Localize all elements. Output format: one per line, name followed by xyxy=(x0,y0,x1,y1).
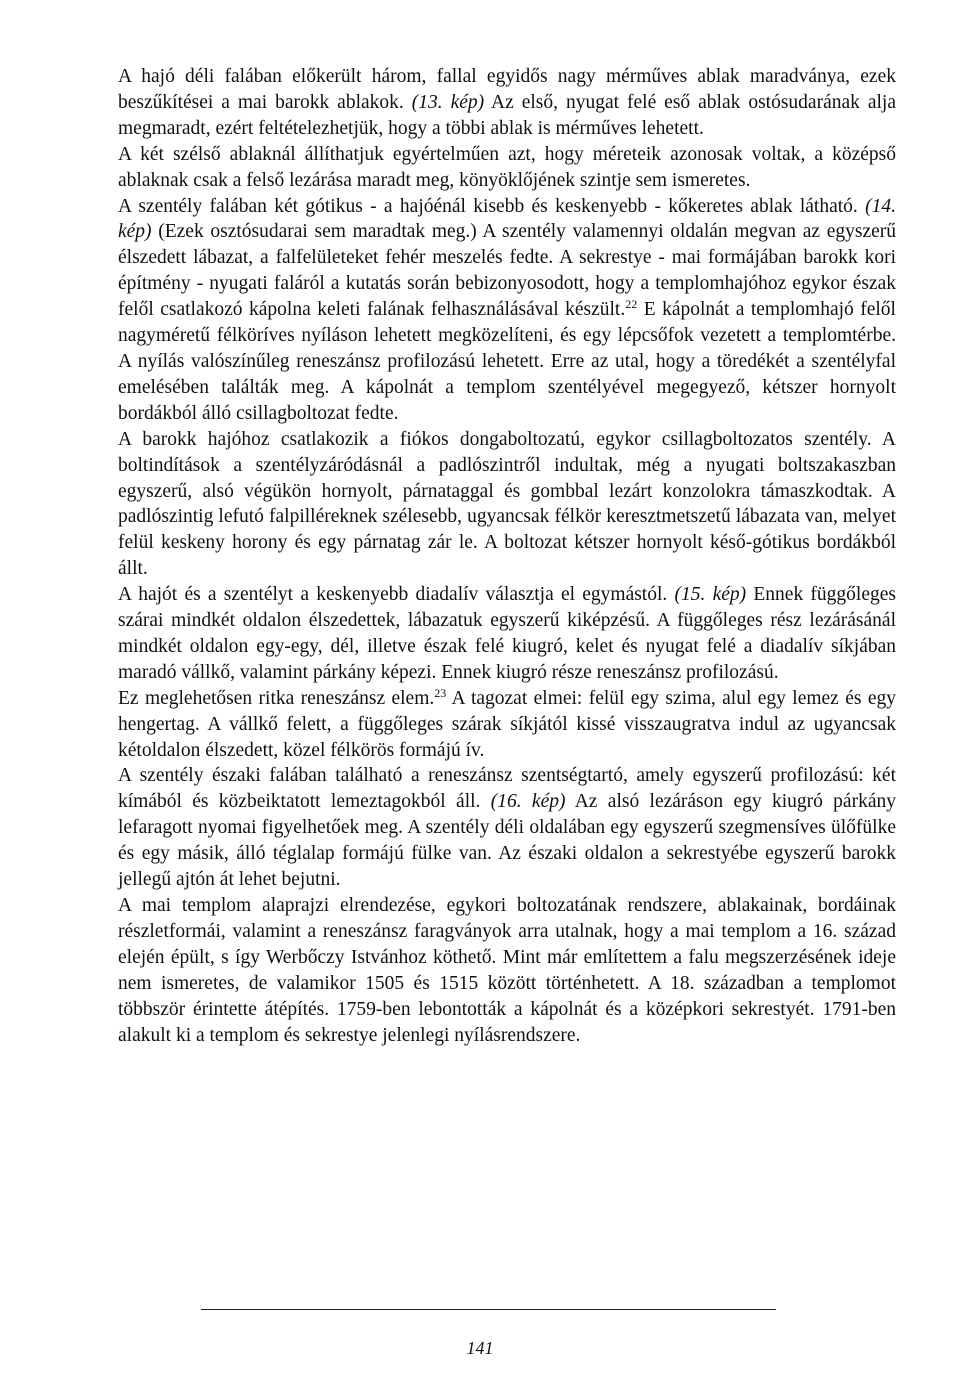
paragraph xyxy=(118,893,896,1048)
text-run: A szentély északi falában található a reneszánsz szentségtartó, amely egyszerű profilozású: két kímából és közbeiktatott lemeztagokból áll. xyxy=(118,765,896,813)
figure-reference: (14. kép) xyxy=(118,195,896,243)
text-run: A mai templom alaprajzi elrendezése, egykori boltozatának rendszere, ablakainak, bordáinak részletformái, valamint a reneszánsz faragványok arra utalnak, hogy a mai templom a 16. század elején épült, s így Werbőczy Istvánhoz köthető. Mint már említettem a falu megszerzésének ideje nem ismeretes, de valamikor 1505 és 1515 között történhetett. A 18. században a templomot többször érintette átépítés. 1759-ben lebontották a kápolnát és a középkori sekrestyét. 1791-ben alakult ki a templom és sekrestye jelenlegi nyílásrendszere. xyxy=(118,895,896,1046)
paragraph xyxy=(118,142,896,194)
paragraph xyxy=(118,763,896,893)
text-run: Az első, nyugat felé eső ablak ostósudarának alja megmaradt, ezért feltételezhetjük, hogy a többi ablak is mérműves lehetett. xyxy=(118,91,896,139)
figure-reference: (16. kép) xyxy=(490,791,566,813)
paragraph xyxy=(118,194,896,427)
paragraph xyxy=(118,427,896,582)
text-run: A barokk hajóhoz csatlakozik a fiókos dongaboltozatú, egykor csillagboltozatos szentély. A boltindítások a szentélyzáródásnál a padlószintről indultak, még a nyugati boltszakaszban egyszerű, alsó végükön hornyolt, párnataggal és gombbal lezárt konzolokra támaszkodtak. A padlószintig lefutó falpilléreknek szélesebb, ugyancsak félkör keresztmetszetű lábazata van, melyet felül keskeny horony és egy párnatag zár le. A boltozat kétszer hornyolt késő-gótikus bordákból állt. xyxy=(118,428,896,580)
text-run: A szentély falában két gótikus - a hajóénál kisebb és keskenyebb - kőkeretes ablak látható. xyxy=(118,195,866,217)
footnote-marker: 22 xyxy=(625,297,638,312)
paragraph xyxy=(118,582,896,686)
footnote-divider xyxy=(201,1309,776,1310)
text-run: A két szélső ablaknál állíthatjuk egyértelműen azt, hogy méreteik azonosak voltak, a középső ablaknak csak a felső lezárása maradt meg, könyöklőjének szintje sem ismeretes. xyxy=(118,143,896,191)
figure-reference: (13. kép) xyxy=(411,91,485,113)
text-run: Ennek függőleges szárai mindkét oldalon élszedettek, lábazatuk egyszerű kiképzésű. A függőleges rész lezárásánál mindkét oldalon egy-egy, dél, illetve észak felé kiugró, kelet és nyugat felé a diadalív síkjában maradó vállkő, valamint párkány képezi. Ennek kiugró része reneszánsz profilozású. xyxy=(118,584,896,683)
figure-reference: (15. kép) xyxy=(674,584,747,606)
text-run: A hajó déli falában előkerült három, fallal egyidős nagy mérműves ablak maradványa, ezek beszűkítései a mai barokk ablakok. xyxy=(118,66,896,113)
text-run: Ez meglehetősen ritka reneszánsz elem. xyxy=(118,687,435,709)
text-run: A tagozat elmei: felül egy szima, alul egy lemez és egy hengertag. A vállkő felett, a függőleges szárak síkjától kissé visszaugratva indul az ugyancsak kétoldalon élszedett, közel félkörös formájú ív. xyxy=(118,687,896,761)
page-number: 141 xyxy=(466,1338,494,1358)
body-text xyxy=(118,64,896,1048)
text-run: E kápolnát a templomhajó felől nagyméretű félköríves nyíláson lehetett megközelíteni, és egy lépcsőfok vezetett a templomtérbe. A nyílás valószínűleg reneszánsz profilozású lehetett. Erre az utal, hogy a töredékét a szentélyfal emelésében találták meg. A kápolnát a templom szentélyével megegyező, kétszer hornyolt bordákból álló csillagboltozat fedte. xyxy=(118,299,896,424)
text-run: A hajót és a szentélyt a keskenyebb diadalív választja el egymástól. xyxy=(118,584,675,606)
paragraph xyxy=(118,686,896,764)
paragraph xyxy=(118,64,896,142)
footnote-marker: 23 xyxy=(434,685,447,700)
text-run: (Ezek osztósudarai sem maradtak meg.) A szentély valamennyi oldalán megvan az egyszerű élszedett lábazat, a falfelületeket fehér meszelés fedte. A sekrestye - mai formájában barokk kori építmény - nyugati faláról a kutatás során bebizonyosodott, hogy a templomhajóhoz egykor észak felől csatlakozó kápolna keleti falának felhasználásával készült. xyxy=(118,221,896,321)
text-run: Az alsó lezáráson egy kiugró párkány lefaragott nyomai figyelhetőek meg. A szentély déli oldalában egy egyszerű szegmensíves ülőfülke és egy másik, álló téglalap formájú fülke van. Az északi oldalon a sekrestyébe egyszerű barokk jellegű ajtón át lehet bejutni. xyxy=(118,791,896,891)
